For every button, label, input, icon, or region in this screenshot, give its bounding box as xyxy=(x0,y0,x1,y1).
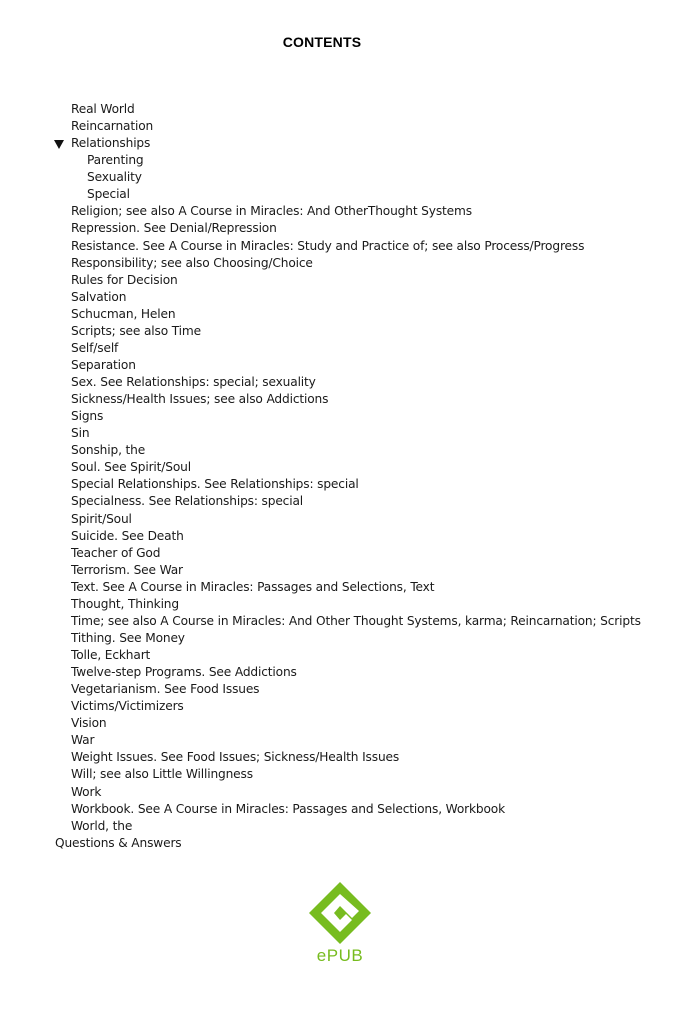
page-title: CONTENTS xyxy=(282,34,362,50)
toc-item[interactable] xyxy=(0,135,683,152)
toc-item[interactable] xyxy=(0,374,683,391)
toc-subitem[interactable] xyxy=(0,186,683,203)
toc-item[interactable] xyxy=(0,425,683,442)
toc-item[interactable] xyxy=(0,391,683,408)
toc-item-label: Soul. See Spirit/Soul xyxy=(71,460,191,475)
toc-item-label: Special xyxy=(87,187,130,202)
toc-item-label: Spirit/Soul xyxy=(71,511,132,526)
toc-item[interactable] xyxy=(0,766,683,783)
toc-item-label: Weight Issues. See Food Issues; Sickness/Health Issues xyxy=(71,750,400,765)
toc-item[interactable] xyxy=(0,272,683,289)
toc-item[interactable] xyxy=(0,306,683,323)
toc-item[interactable] xyxy=(0,442,683,459)
toc-item[interactable] xyxy=(0,818,683,835)
toc-item[interactable] xyxy=(0,289,683,306)
toc-item[interactable] xyxy=(0,732,683,749)
toc-item-label: Sexuality xyxy=(87,170,142,185)
toc-item-label: Vegetarianism. See Food Issues xyxy=(71,682,260,697)
toc-item[interactable] xyxy=(0,220,683,237)
toc-item-label: Questions & Answers xyxy=(55,835,182,850)
toc-item-label: Text. See A Course in Miracles: Passages and Selections, Text xyxy=(71,579,435,594)
toc-subitem[interactable] xyxy=(0,169,683,186)
epub-logo-text: ePUB xyxy=(316,946,364,965)
toc-item-label: Workbook. See A Course in Miracles: Passages and Selections, Workbook xyxy=(71,801,506,816)
toc-item[interactable] xyxy=(0,545,683,562)
toc-item-label: Scripts; see also Time xyxy=(71,323,201,338)
toc-item-label: Sex. See Relationships: special; sexuality xyxy=(71,375,316,389)
toc-item-label: Tithing. See Money xyxy=(71,630,185,645)
toc-item-label: Parenting xyxy=(87,153,144,168)
toc-item[interactable] xyxy=(0,801,683,818)
toc-item-label: Rules for Decision xyxy=(71,272,178,287)
toc-item-label: Specialness. See Relationships: special xyxy=(71,494,304,509)
toc-item[interactable] xyxy=(0,357,683,374)
toc-item-label: Vision xyxy=(71,716,107,731)
toc-item-label: Repression. See Denial/Repression xyxy=(71,221,277,236)
toc-item[interactable] xyxy=(0,255,683,272)
toc-item[interactable] xyxy=(0,101,683,118)
toc-item[interactable] xyxy=(0,715,683,732)
epub-logo-icon xyxy=(307,880,373,946)
toc-item-label: Sonship, the xyxy=(71,443,146,458)
toc-item[interactable] xyxy=(0,238,683,255)
toc-item-label: War xyxy=(71,733,95,748)
toc-item[interactable] xyxy=(0,613,683,630)
toc-item[interactable] xyxy=(0,596,683,613)
toc-subitem[interactable] xyxy=(0,152,683,169)
toc-item-label: World, the xyxy=(71,818,133,833)
toc-item[interactable] xyxy=(0,562,683,579)
toc-item-label: Self/self xyxy=(71,340,119,355)
collapse-triangle-icon[interactable] xyxy=(54,140,64,149)
toc-item-label: Time; see also A Course in Miracles: And Other Thought Systems, karma; Reincarnation; Scripts xyxy=(71,613,641,628)
toc-item-label: Tolle, Eckhart xyxy=(71,648,151,662)
toc-item[interactable] xyxy=(0,459,683,476)
toc-item-label: Will; see also Little Willingness xyxy=(71,767,253,782)
toc-item[interactable] xyxy=(0,784,683,801)
toc-item-label: Responsibility; see also Choosing/Choice xyxy=(71,255,313,270)
toc-item[interactable] xyxy=(0,476,683,493)
toc-item[interactable] xyxy=(0,408,683,425)
toc-item-label: Sickness/Health Issues; see also Addictions xyxy=(71,392,329,407)
toc-item[interactable] xyxy=(0,118,683,135)
toc-item-label: Schucman, Helen xyxy=(71,306,176,321)
toc-item-label: Relationships xyxy=(71,136,151,151)
toc-item[interactable] xyxy=(0,203,683,220)
toc-item-label: Separation xyxy=(71,357,136,372)
toc-item[interactable] xyxy=(0,681,683,698)
toc-item[interactable] xyxy=(0,579,683,596)
toc-item-label: Victims/Victimizers xyxy=(71,699,184,714)
toc-item-label: Religion; see also A Course in Miracles: And OtherThought Systems xyxy=(71,204,472,219)
toc-item-label: Work xyxy=(71,784,102,799)
toc-item-label: Salvation xyxy=(71,289,127,304)
toc-item-label: Real World xyxy=(71,102,135,116)
toc-item[interactable] xyxy=(0,528,683,545)
toc-item-label: Special Relationships. See Relationships: special xyxy=(71,477,359,492)
toc-item[interactable] xyxy=(0,511,683,528)
toc-item[interactable] xyxy=(0,749,683,766)
toc-section[interactable] xyxy=(0,835,683,852)
toc-item[interactable] xyxy=(0,664,683,681)
toc-item[interactable] xyxy=(0,647,683,664)
toc-item[interactable] xyxy=(0,630,683,647)
toc-item-label: Reincarnation xyxy=(71,119,154,134)
toc-item-label: Terrorism. See War xyxy=(71,562,183,577)
toc-item-label: Twelve-step Programs. See Addictions xyxy=(71,665,297,680)
toc-item[interactable] xyxy=(0,323,683,340)
toc-item-label: Suicide. See Death xyxy=(71,528,184,543)
toc-item-label: Resistance. See A Course in Miracles: Study and Practice of; see also Process/Progress xyxy=(71,238,585,253)
toc-item[interactable] xyxy=(0,493,683,510)
toc-item-label: Thought, Thinking xyxy=(71,596,179,611)
toc-item-label: Sin xyxy=(71,426,90,441)
toc-item[interactable] xyxy=(0,698,683,715)
toc-item-label: Signs xyxy=(71,409,104,424)
toc-item[interactable] xyxy=(0,340,683,357)
toc-item-label: Teacher of God xyxy=(71,545,161,560)
table-of-contents xyxy=(0,101,683,852)
